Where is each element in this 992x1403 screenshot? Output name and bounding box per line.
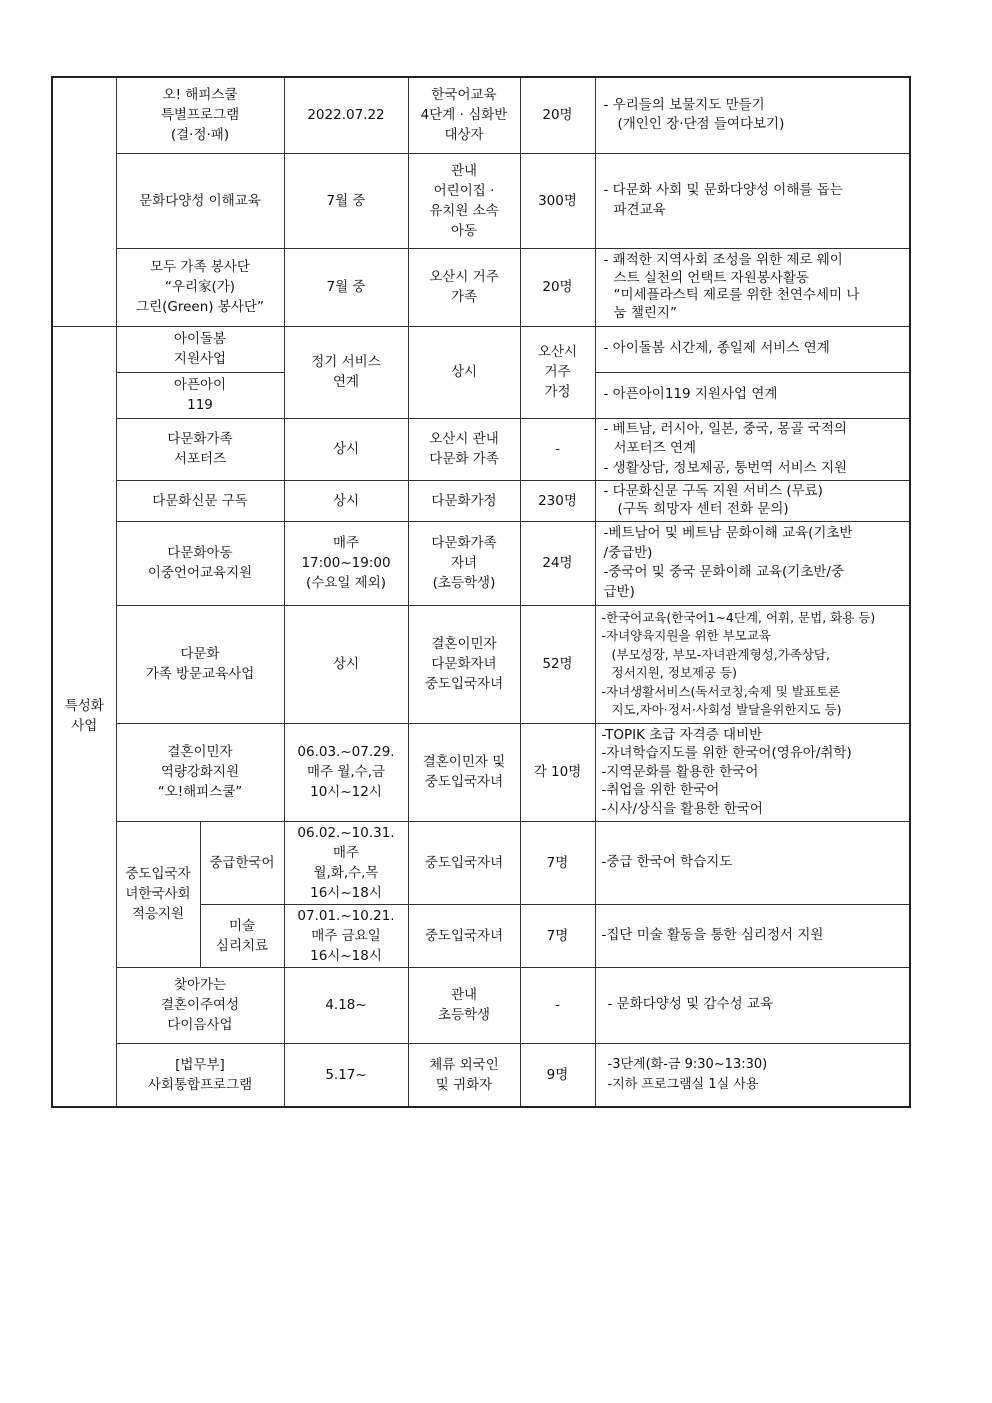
program-name: 찾아가는 결혼이주여성 다이음사업 xyxy=(116,967,284,1043)
program-target: 한국어교육 4단계 · 심화반 대상자 xyxy=(408,77,520,153)
table-row xyxy=(52,723,910,821)
program-description: -집단 미술 활동을 통한 심리정서 지원 xyxy=(595,904,910,967)
table-row xyxy=(52,248,910,326)
program-description: - 우리들의 보물지도 만들기 (개인인 장·단점 들여다보기) xyxy=(595,77,910,153)
program-name: [법무부] 사회통합프로그램 xyxy=(116,1043,284,1107)
program-period: 2022.07.22 xyxy=(284,77,408,153)
program-description: - 아픈아이119 지원사업 연계 xyxy=(595,372,910,418)
program-name: 다문화 가족 방문교육사업 xyxy=(116,605,284,723)
program-count: 52명 xyxy=(520,605,595,723)
program-description: -중급 한국어 학습지도 xyxy=(595,821,910,904)
program-description: - 베트남, 러시아, 일본, 중국, 몽골 국적의 서포터즈 연계 - 생활상담, 정보제공, 통번역 서비스 지원 xyxy=(595,418,910,480)
program-name: 아이돌봄 지원사업 xyxy=(116,326,284,372)
program-name: 문화다양성 이해교육 xyxy=(116,153,284,248)
program-target: 오산시 관내 다문화 가족 xyxy=(408,418,520,480)
program-subname: 미술 심리치료 xyxy=(200,904,284,967)
program-subname: 중급한국어 xyxy=(200,821,284,904)
program-period: 매주 17:00~19:00 (수요일 제외) xyxy=(284,521,408,605)
program-count: 각 10명 xyxy=(520,723,595,821)
program-name: 오! 해피스쿨 특별프로그램 (결·정·패) xyxy=(116,77,284,153)
program-description: -베트남어 및 베트남 문화이해 교육(기초반 /중급반) -중국어 및 중국 문화이해 교육(기초반/중 급반) xyxy=(595,521,910,605)
table-row xyxy=(52,77,910,153)
program-period: 07.01.~10.21. 매주 금요일 16시~18시 xyxy=(284,904,408,967)
program-group-name: 중도입국자 녀한국사회 적응지원 xyxy=(116,821,200,967)
program-description: - 문화다양성 및 감수성 교육 xyxy=(595,967,910,1043)
program-count: 24명 xyxy=(520,521,595,605)
program-period: 4.18~ xyxy=(284,967,408,1043)
program-count: 7명 xyxy=(520,904,595,967)
program-target: 관내 초등학생 xyxy=(408,967,520,1043)
program-count: 오산시 거주 가정 xyxy=(520,326,595,418)
program-target: 관내 어린이집 · 유치원 소속 아동 xyxy=(408,153,520,248)
program-count: 20명 xyxy=(520,77,595,153)
program-target: 상시 xyxy=(408,326,520,418)
program-name: 모두 가족 봉사단 “우리家(가) 그린(Green) 봉사단” xyxy=(116,248,284,326)
program-period: 5.17~ xyxy=(284,1043,408,1107)
program-count: 230명 xyxy=(520,480,595,521)
program-count: 20명 xyxy=(520,248,595,326)
program-period: 7월 중 xyxy=(284,248,408,326)
program-period: 상시 xyxy=(284,418,408,480)
program-name: 다문화가족 서포터즈 xyxy=(116,418,284,480)
table-row xyxy=(52,605,910,723)
table-row xyxy=(52,153,910,248)
program-name: 결혼이민자 역량강화지원 “오!해피스쿨” xyxy=(116,723,284,821)
program-name: 다문화아동 이중언어교육지원 xyxy=(116,521,284,605)
program-description: -3단계(화-금 9:30~13:30) -지하 프로그램실 1실 사용 xyxy=(595,1043,910,1107)
program-period: 06.02.~10.31. 매주 월,화,수,목 16시~18시 xyxy=(284,821,408,904)
program-name: 아픈아이 119 xyxy=(116,372,284,418)
program-target: 중도입국자녀 xyxy=(408,821,520,904)
program-period: 7월 중 xyxy=(284,153,408,248)
program-period: 상시 xyxy=(284,605,408,723)
program-table xyxy=(51,76,911,1108)
category-cell-empty xyxy=(52,77,116,326)
program-target: 다문화가족 자녀 (초등학생) xyxy=(408,521,520,605)
program-target: 결혼이민자 다문화자녀 중도입국자녀 xyxy=(408,605,520,723)
program-description: -한국어교육(한국어1~4단계, 어휘, 문법, 화용 등) -자녀양육지원을 위한 부모교육 (부모성장, 부모-자녀관계형성,가족상담, 정서지원, 정보제공 등) -자녀생활서비스(독서코칭,숙제 및 발표토론 지도,자아·정서·사회성 발달을위한지도 등) xyxy=(595,605,910,723)
table-row xyxy=(52,967,910,1043)
program-period: 06.03.~07.29. 매주 월,수,금 10시~12시 xyxy=(284,723,408,821)
program-period: 정기 서비스 연계 xyxy=(284,326,408,418)
program-target: 오산시 거주 가족 xyxy=(408,248,520,326)
category-special: 특성화 사업 xyxy=(52,326,116,1107)
table-row xyxy=(52,480,910,521)
program-description: - 다문화 사회 및 문화다양성 이해를 돕는 파견교육 xyxy=(595,153,910,248)
program-description: - 다문화신문 구독 지원 서비스 (무료) (구독 희망자 센터 전화 문의) xyxy=(595,480,910,521)
program-description: - 아이돌봄 시간제, 종일제 서비스 연계 xyxy=(595,326,910,372)
program-name: 다문화신문 구독 xyxy=(116,480,284,521)
table-row xyxy=(52,418,910,480)
table-row xyxy=(52,521,910,605)
program-target: 체류 외국인 및 귀화자 xyxy=(408,1043,520,1107)
table-row xyxy=(52,326,910,372)
program-count: 300명 xyxy=(520,153,595,248)
program-count: 9명 xyxy=(520,1043,595,1107)
program-target: 결혼이민자 및 중도입국자녀 xyxy=(408,723,520,821)
program-target: 다문화가정 xyxy=(408,480,520,521)
program-table-wrapper xyxy=(51,76,909,1108)
table-row xyxy=(52,1043,910,1107)
program-period: 상시 xyxy=(284,480,408,521)
program-target: 중도입국자녀 xyxy=(408,904,520,967)
table-row xyxy=(52,821,910,904)
program-count: 7명 xyxy=(520,821,595,904)
program-description: - 쾌적한 지역사회 조성을 위한 제로 웨이 스트 실천의 언택트 자원봉사활동 “미세플라스틱 제로를 위한 천연수세미 나 눔 챌린지” xyxy=(595,248,910,326)
program-count: - xyxy=(520,967,595,1043)
program-count: - xyxy=(520,418,595,480)
program-description: -TOPIK 초급 자격증 대비반 -자녀학습지도를 위한 한국어(영유아/취학) -지역문화를 활용한 한국어 -취업을 위한 한국어 -시사/상식을 활용한 한국어 xyxy=(595,723,910,821)
